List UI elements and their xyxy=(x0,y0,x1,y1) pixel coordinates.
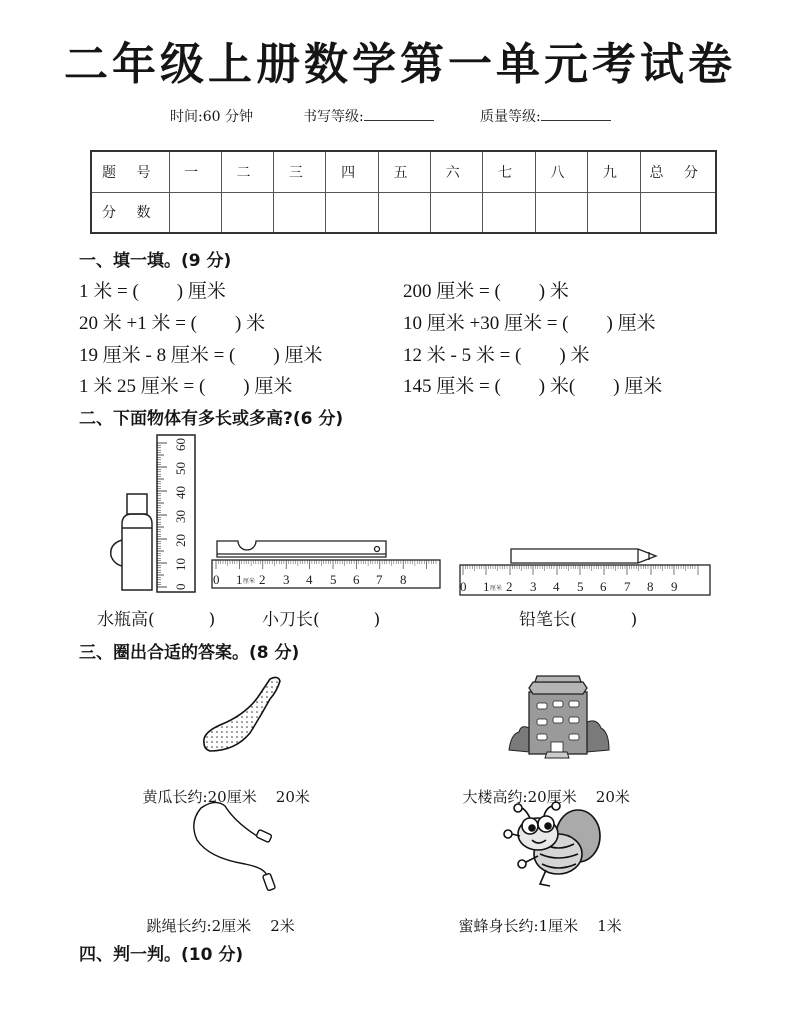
hruler-label: 1 xyxy=(236,572,243,587)
header-cell: 七 xyxy=(483,151,535,192)
score-cell[interactable] xyxy=(169,192,221,233)
hruler-label: 6 xyxy=(353,572,360,587)
building-option-1[interactable]: 20厘米 xyxy=(527,788,577,806)
header-cell: 题 号 xyxy=(91,151,169,192)
hruler-label: 5 xyxy=(577,579,584,594)
bee-option-2[interactable]: 1米 xyxy=(597,917,622,935)
knife-caption: 小刀长( ) xyxy=(262,610,381,630)
hruler-label: 9 xyxy=(671,579,678,594)
question-1-3: 19 厘米 - 8 厘米 = ( ) 厘米 xyxy=(79,345,323,366)
vruler-label: 50 xyxy=(173,462,188,475)
score-cell[interactable] xyxy=(221,192,273,233)
vruler-label: 0 xyxy=(173,583,188,590)
question-1-5: 200 厘米 = ( ) 米 xyxy=(403,281,569,302)
header-cell: 一 xyxy=(169,151,221,192)
score-cell[interactable] xyxy=(588,192,640,233)
pencil-icon xyxy=(511,549,656,563)
vruler-label: 60 xyxy=(173,438,188,451)
header-cell: 九 xyxy=(588,151,640,192)
question-1-1: 1 米 = ( ) 厘米 xyxy=(79,281,226,302)
building-option-2[interactable]: 20米 xyxy=(595,788,630,806)
writing-grade-label: 书写等级: xyxy=(303,109,364,125)
hruler-label: 0 xyxy=(460,579,467,594)
header-cell: 总 分 xyxy=(640,151,716,192)
cucumber-option-1[interactable]: 20厘米 xyxy=(207,788,257,806)
header-cell: 八 xyxy=(535,151,587,192)
header-cell: 二 xyxy=(221,151,273,192)
pencil-caption: 铅笔长( ) xyxy=(519,610,638,630)
hruler-label: 1 xyxy=(483,579,490,594)
hruler-label: 0 xyxy=(213,572,220,587)
quality-grade-blank[interactable] xyxy=(541,109,611,121)
cucumber-icon xyxy=(200,675,290,755)
jump-rope-option-1[interactable]: 2厘米 xyxy=(211,917,252,935)
bee-question xyxy=(449,897,622,936)
cucumber-label: 黄瓜长约: xyxy=(142,788,208,806)
jump-rope-option-2[interactable]: 2米 xyxy=(270,917,295,935)
header-cell: 六 xyxy=(431,151,483,192)
question-1-6: 10 厘米 +30 厘米 = ( ) 厘米 xyxy=(403,313,656,334)
hruler-unit: 厘米 xyxy=(243,579,256,585)
bottle-caption: 水瓶高( ) xyxy=(97,610,216,630)
hruler-label: 7 xyxy=(376,572,383,587)
score-cell[interactable] xyxy=(483,192,535,233)
vruler-label: 20 xyxy=(173,534,188,547)
question-1-4: 1 米 25 厘米 = ( ) 厘米 xyxy=(79,376,293,397)
cucumber-option-2[interactable]: 20米 xyxy=(275,788,310,806)
hruler-label: 4 xyxy=(553,579,560,594)
hruler-label: 3 xyxy=(283,572,290,587)
writing-grade xyxy=(303,106,434,126)
section1-heading: 一、填一填。(9 分) xyxy=(79,251,232,271)
hruler-label: 7 xyxy=(624,579,631,594)
building-icon xyxy=(505,672,615,762)
score-table-score-row xyxy=(91,192,716,233)
score-cell[interactable] xyxy=(326,192,378,233)
pencil-with-ruler-figure xyxy=(455,545,715,600)
bottle-icon xyxy=(111,494,152,590)
hruler-label: 4 xyxy=(306,572,313,587)
bottle-with-ruler-figure xyxy=(105,432,205,597)
section2-heading: 二、下面物体有多长或多高?(6 分) xyxy=(79,409,344,429)
question-1-8: 145 厘米 = ( ) 米( ) 厘米 xyxy=(403,376,663,397)
building-label: 大楼高约: xyxy=(462,788,528,806)
section4-heading: 四、判一判。(10 分) xyxy=(79,945,244,965)
header-cell: 三 xyxy=(274,151,326,192)
time-label: 时间:60 分钟 xyxy=(170,109,253,125)
section3-heading: 三、圈出合适的答案。(8 分) xyxy=(79,643,300,663)
knife-icon xyxy=(217,541,386,557)
page-title: 二年级上册数学第一单元考试卷 xyxy=(64,39,736,90)
score-row-label: 分 数 xyxy=(91,192,169,233)
quality-grade-label: 质量等级: xyxy=(480,109,541,125)
question-1-7: 12 米 - 5 米 = ( ) 米 xyxy=(403,345,590,366)
jump-rope-label: 跳绳长约: xyxy=(146,917,212,935)
hruler-label: 6 xyxy=(600,579,607,594)
hruler-label: 3 xyxy=(530,579,537,594)
quality-grade xyxy=(480,106,611,126)
bee-label: 蜜蜂身长约: xyxy=(458,917,539,935)
jump-rope-icon xyxy=(185,800,295,895)
header-cell: 四 xyxy=(326,151,378,192)
score-cell[interactable] xyxy=(378,192,430,233)
vruler-label: 40 xyxy=(173,486,188,499)
bee-option-1[interactable]: 1厘米 xyxy=(538,917,579,935)
hruler-label: 8 xyxy=(647,579,654,594)
bee-icon xyxy=(500,800,620,895)
jump-rope-question xyxy=(137,897,295,936)
score-cell[interactable] xyxy=(431,192,483,233)
knife-with-ruler-figure xyxy=(210,535,445,600)
score-table xyxy=(90,150,717,234)
vruler-label: 30 xyxy=(173,510,188,523)
question-1-2: 20 米 +1 米 = ( ) 米 xyxy=(79,313,266,334)
hruler-label: 8 xyxy=(400,572,407,587)
score-table-header-row xyxy=(91,151,716,192)
header-cell: 五 xyxy=(378,151,430,192)
score-cell[interactable] xyxy=(640,192,716,233)
hruler-label: 2 xyxy=(506,579,513,594)
score-cell[interactable] xyxy=(535,192,587,233)
hruler-label: 2 xyxy=(259,572,266,587)
hruler-label: 5 xyxy=(330,572,337,587)
score-cell[interactable] xyxy=(274,192,326,233)
writing-grade-blank[interactable] xyxy=(364,109,434,121)
hruler-unit: 厘米 xyxy=(490,586,503,592)
vruler-label: 10 xyxy=(173,558,188,571)
